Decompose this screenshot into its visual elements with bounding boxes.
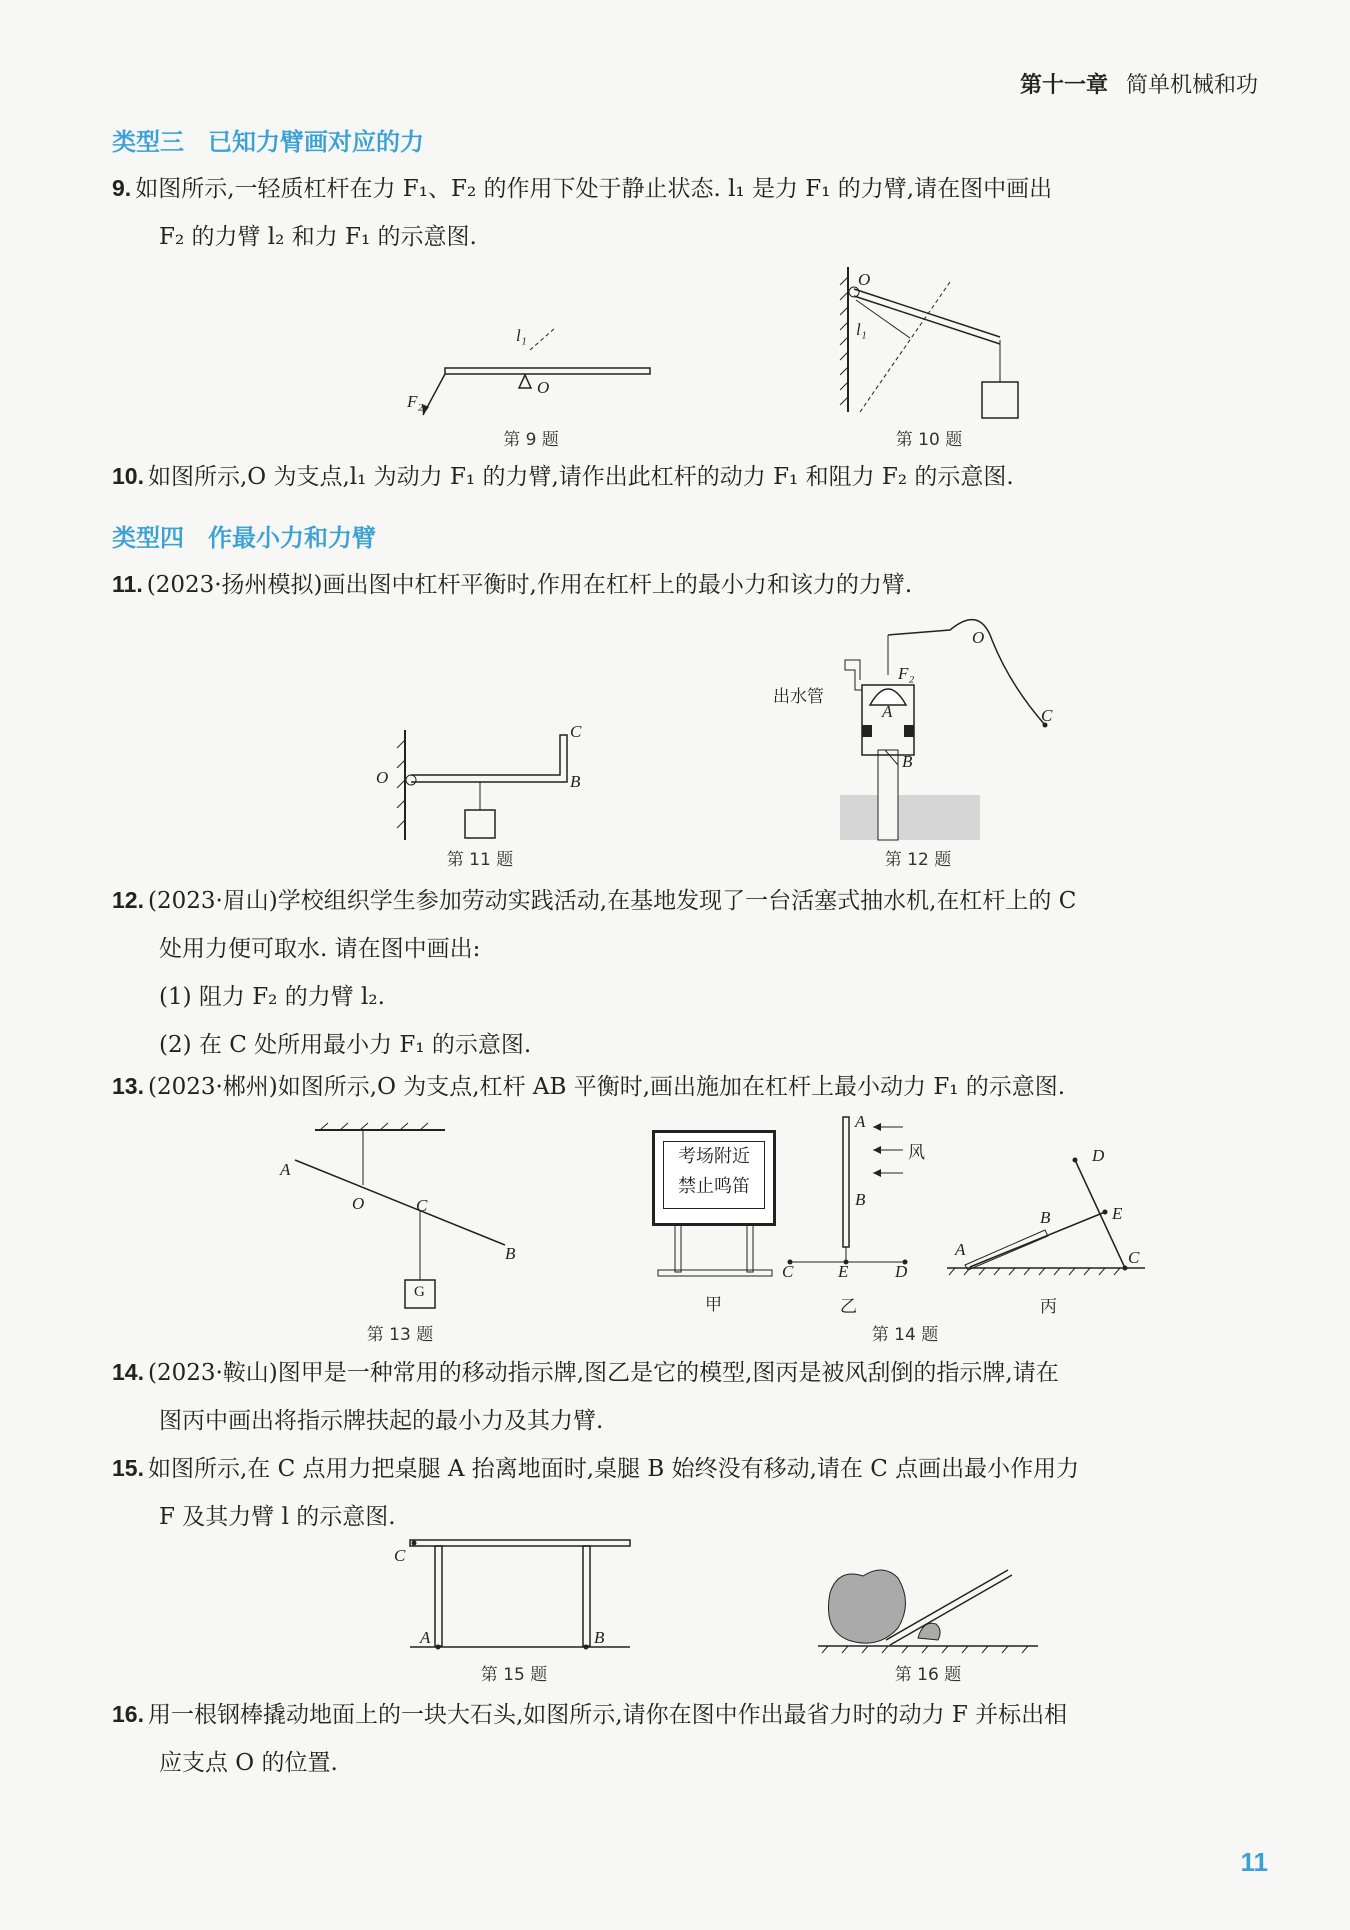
fig12-label-B: B — [902, 752, 913, 771]
fig13-label-B: B — [505, 1244, 516, 1263]
figure-15-caption: 第 15 题 — [480, 1665, 548, 1685]
figure-12-caption: 第 12 题 — [884, 850, 952, 870]
question-text: 如图所示,O 为支点,l₁ 为动力 F₁ 的力臂,请作出此杠杆的动力 F₁ 和阻力 F₂ 的示意图. — [147, 464, 1014, 490]
section-label: 类型四 — [112, 524, 184, 552]
question-13 — [112, 1062, 1282, 1111]
page-number: 11 — [1240, 1847, 1268, 1877]
fig14-label-E: E — [1112, 1204, 1123, 1223]
question-text: 如图所示,一轻质杠杆在力 F₁、F₂ 的作用下处于静止状态. l₁ 是力 F₁ 的力臂,请在图中画出 — [135, 176, 1053, 202]
question-text-line2: 应支点 O 的位置. — [159, 1750, 338, 1776]
figure-14-sign-board — [652, 1130, 776, 1226]
question-text: (2023·扬州模拟)画出图中杠杆平衡时,作用在杠杆上的最小力和该力的力臂. — [146, 572, 913, 598]
fig13-label-O: O — [352, 1194, 365, 1213]
question-number: 12. — [112, 887, 144, 913]
question-12 — [112, 876, 1282, 1069]
figure-14-model — [785, 1112, 915, 1282]
question-11 — [112, 560, 1282, 609]
figure-9-lever — [395, 320, 665, 440]
chapter-title: 简单机械和功 — [1125, 73, 1258, 98]
section-title: 已知力臂画对应的力 — [208, 128, 424, 156]
fig11-label-B: B — [570, 772, 581, 791]
fig12-label-C: C — [1041, 706, 1053, 725]
fig14-label-B-bing: B — [1040, 1208, 1051, 1227]
figure-14-caption: 第 14 题 — [871, 1325, 939, 1345]
fig13-label-C: C — [416, 1196, 428, 1215]
fig14-label-D-yi: D — [895, 1262, 908, 1281]
question-number: 9. — [112, 175, 132, 201]
fig10-label-l1: l₁ — [856, 320, 867, 339]
section-label: 类型三 — [112, 128, 184, 156]
question-text: (2023·鞍山)图甲是一种常用的移动指示牌,图乙是它的模型,图丙是被风刮倒的指示牌,请在 — [147, 1360, 1059, 1386]
question-text-line2: F 及其力臂 l 的示意图. — [159, 1504, 396, 1530]
fig12-label-O: O — [972, 628, 985, 647]
fig14-label-A-bing: A — [955, 1240, 966, 1259]
question-9 — [112, 164, 1282, 261]
fig14-label-D: D — [1092, 1146, 1105, 1165]
fig14-label-C: C — [1128, 1248, 1140, 1267]
sign-text-line2: 禁止鸣笛 — [678, 1176, 750, 1197]
fig9-label-O: O — [537, 378, 550, 397]
figure-11-caption: 第 11 题 — [446, 850, 514, 870]
question-number: 15. — [112, 1455, 144, 1481]
question-number: 11. — [112, 571, 143, 597]
fig14-label-C-yi: C — [782, 1262, 794, 1281]
fig13-label-G: G — [414, 1284, 425, 1300]
sign-text-line1: 考场附近 — [678, 1146, 750, 1167]
fig11-label-O: O — [376, 768, 389, 787]
question-number: 10. — [112, 463, 144, 489]
chapter-number: 第十一章 — [1019, 73, 1108, 98]
figure-10-caption: 第 10 题 — [895, 430, 963, 450]
question-16 — [112, 1690, 1282, 1787]
fig15-label-B: B — [594, 1628, 605, 1647]
question-number: 13. — [112, 1073, 144, 1099]
fig14-label-B: B — [855, 1190, 866, 1209]
fig14-label-A: A — [855, 1112, 866, 1131]
fig15-label-A: A — [420, 1628, 431, 1647]
fig12-label-A: A — [882, 702, 893, 721]
question-text: 如图所示,在 C 点用力把桌腿 A 抬离地面时,桌腿 B 始终没有移动,请在 C 点画出最小作用力 — [147, 1456, 1080, 1482]
figure-11-bent-lever — [385, 725, 585, 845]
fig9-label-l1: l₁ — [516, 326, 527, 345]
question-text: (2023·眉山)学校组织学生参加劳动实践活动,在基地发现了一台活塞式抽水机,在杠杆上的 C — [147, 888, 1077, 914]
fig14-label-jia: 甲 — [705, 1295, 722, 1315]
question-sub-2: (2) 在 C 处所用最小力 F₁ 的示意图. — [159, 1032, 532, 1058]
fig14-label-bing: 丙 — [1040, 1297, 1057, 1317]
fig14-label-wind: 风 — [908, 1143, 925, 1163]
question-text: 用一根钢棒撬动地面上的一块大石头,如图所示,请你在图中作出最省力时的动力 F 并标出相 — [147, 1702, 1068, 1728]
figure-14-sign-stand — [655, 1222, 775, 1282]
fig14-label-yi: 乙 — [840, 1297, 857, 1317]
fig12-label-F2: F₂ — [898, 664, 915, 683]
question-text-line2: F₂ 的力臂 l₂ 和力 F₁ 的示意图. — [159, 224, 477, 250]
fig11-label-C: C — [570, 722, 582, 741]
figure-9-caption: 第 9 题 — [503, 430, 559, 450]
question-15 — [112, 1444, 1282, 1541]
question-14 — [112, 1348, 1282, 1445]
figure-13-lever — [275, 1120, 525, 1320]
section-title: 作最小力和力臂 — [208, 524, 376, 552]
figure-16-rock-lever — [818, 1558, 1048, 1658]
question-number: 14. — [112, 1359, 144, 1385]
fig15-label-C: C — [394, 1546, 406, 1565]
figure-13-caption: 第 13 题 — [366, 1325, 434, 1345]
figure-12-pump — [770, 615, 1070, 845]
figure-15-table — [405, 1535, 645, 1655]
question-text-line2: 图丙中画出将指示牌扶起的最小力及其力臂. — [159, 1408, 604, 1434]
chapter-header — [1020, 68, 1258, 99]
question-number: 16. — [112, 1701, 144, 1727]
fig14-label-E-yi: E — [838, 1262, 849, 1281]
fig13-label-A: A — [280, 1160, 291, 1179]
question-10 — [112, 452, 1282, 501]
fig12-label-outlet: 出水管 — [773, 687, 824, 707]
fig9-label-F2: F₂ — [407, 392, 424, 411]
question-text: (2023·郴州)如图所示,O 为支点,杠杆 AB 平衡时,画出施加在杠杆上最小动力 F₁ 的示意图. — [147, 1074, 1066, 1100]
section-heading-3 — [112, 122, 424, 157]
fig10-label-O: O — [858, 270, 871, 289]
question-sub-1: (1) 阻力 F₂ 的力臂 l₂. — [159, 984, 385, 1010]
question-text-line2: 处用力便可取水. 请在图中画出: — [159, 936, 481, 962]
figure-16-caption: 第 16 题 — [894, 1665, 962, 1685]
section-heading-4 — [112, 518, 376, 553]
